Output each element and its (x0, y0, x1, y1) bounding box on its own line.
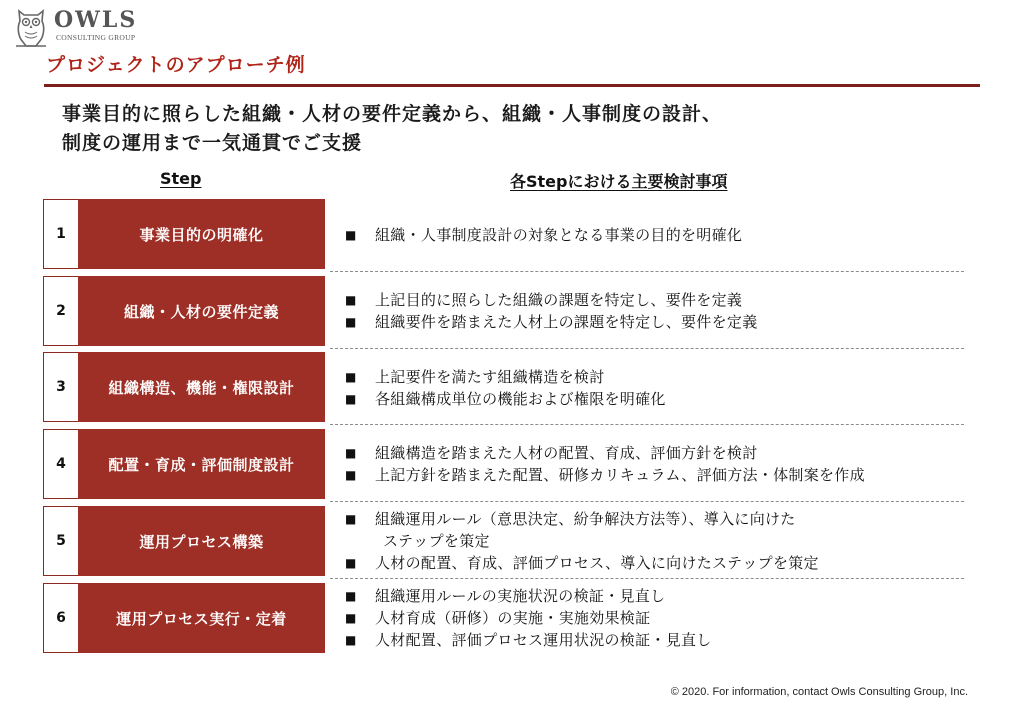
bullet-square-icon: ■ (345, 589, 357, 603)
step-name: 運用プロセス構築 (78, 506, 325, 576)
step-4-items (345, 442, 975, 486)
column-header-step: Step (160, 169, 202, 188)
step-name: 組織構造、機能・権限設計 (78, 352, 325, 422)
bullet-square-icon: ■ (345, 315, 357, 329)
step-row-1 (43, 199, 325, 269)
step-row-3 (43, 352, 325, 422)
step-number: 4 (43, 429, 78, 499)
step-6-items (345, 585, 975, 651)
bullet-square-icon: ■ (345, 468, 357, 482)
step-1-items (345, 224, 975, 246)
step-name: 配置・育成・評価制度設計 (78, 429, 325, 499)
step-3-items (345, 366, 975, 410)
column-header-detail: 各Stepにおける主要検討事項 (510, 172, 728, 191)
row-divider (330, 348, 964, 349)
step-row-4 (43, 429, 325, 499)
step-2-items (345, 289, 975, 333)
step-number: 5 (43, 506, 78, 576)
bullet-square-icon: ■ (345, 392, 357, 406)
step-row-5 (43, 506, 325, 576)
step-name: 事業目的の明確化 (78, 199, 325, 269)
subtitle (62, 100, 722, 158)
list-item: ■ 上記方針を踏まえた配置、研修カリキュラム、評価方法・体制案を作成 (345, 466, 865, 484)
list-item: ■ 組織構造を踏まえた人材の配置、育成、評価方針を検討 (345, 444, 758, 462)
company-logo (14, 5, 164, 49)
logo-subtext: CONSULTING GROUP (56, 33, 136, 42)
step-number: 1 (43, 199, 78, 269)
list-item-continuation: ステップを策定 (383, 532, 490, 550)
subtitle-line-1: 事業目的に照らした組織・人材の要件定義から、組織・人事制度の設計、 (62, 103, 723, 125)
row-divider (330, 271, 964, 272)
list-item: ■ 上記目的に照らした組織の課題を特定し、要件を定義 (345, 291, 743, 309)
list-item: ■ 各組織構成単位の機能および権限を明確化 (345, 390, 666, 408)
bullet-square-icon: ■ (345, 446, 357, 460)
row-divider (330, 501, 964, 502)
bullet-square-icon: ■ (345, 512, 357, 526)
row-divider (330, 424, 964, 425)
step-name: 運用プロセス実行・定着 (78, 583, 325, 653)
subtitle-line-2: 制度の運用まで一気通貫でご支援 (62, 132, 363, 154)
list-item: ■ 人材育成（研修）の実施・実施効果検証 (345, 609, 651, 627)
step-name: 組織・人材の要件定義 (78, 276, 325, 346)
row-divider (330, 578, 964, 579)
step-row-6 (43, 583, 325, 653)
list-item: ■ 組織・人事制度設計の対象となる事業の目的を明確化 (345, 226, 743, 244)
list-item: ■ 組織運用ルール（意思決定、紛争解決方法等）、導入に向けた (345, 510, 796, 528)
logo-name: OWLS (54, 7, 138, 33)
list-item: ■ 上記要件を満たす組織構造を検討 (345, 368, 605, 386)
bullet-square-icon: ■ (345, 556, 357, 570)
step-5-items (345, 508, 975, 574)
bullet-square-icon: ■ (345, 370, 357, 384)
step-number: 2 (43, 276, 78, 346)
step-row-2 (43, 276, 325, 346)
list-item: ■ 人材の配置、育成、評価プロセス、導入に向けたステップを策定 (345, 554, 819, 572)
list-item: ■ 組織運用ルールの実施状況の検証・見直し (345, 587, 666, 605)
list-item: ■ 人材配置、評価プロセス運用状況の検証・見直し (345, 631, 712, 649)
owl-icon (14, 5, 48, 47)
list-item: ■ 組織要件を踏まえた人材上の課題を特定し、要件を定義 (345, 313, 758, 331)
step-number: 6 (43, 583, 78, 653)
step-number: 3 (43, 352, 78, 422)
bullet-square-icon: ■ (345, 293, 357, 307)
bullet-square-icon: ■ (345, 228, 357, 242)
bullet-square-icon: ■ (345, 611, 357, 625)
page-title: プロジェクトのアプローチ例 (46, 54, 306, 76)
title-divider (44, 84, 980, 87)
copyright-footer: © 2020. For information, contact Owls Consulting Group, Inc. (670, 686, 968, 698)
bullet-square-icon: ■ (345, 633, 357, 647)
